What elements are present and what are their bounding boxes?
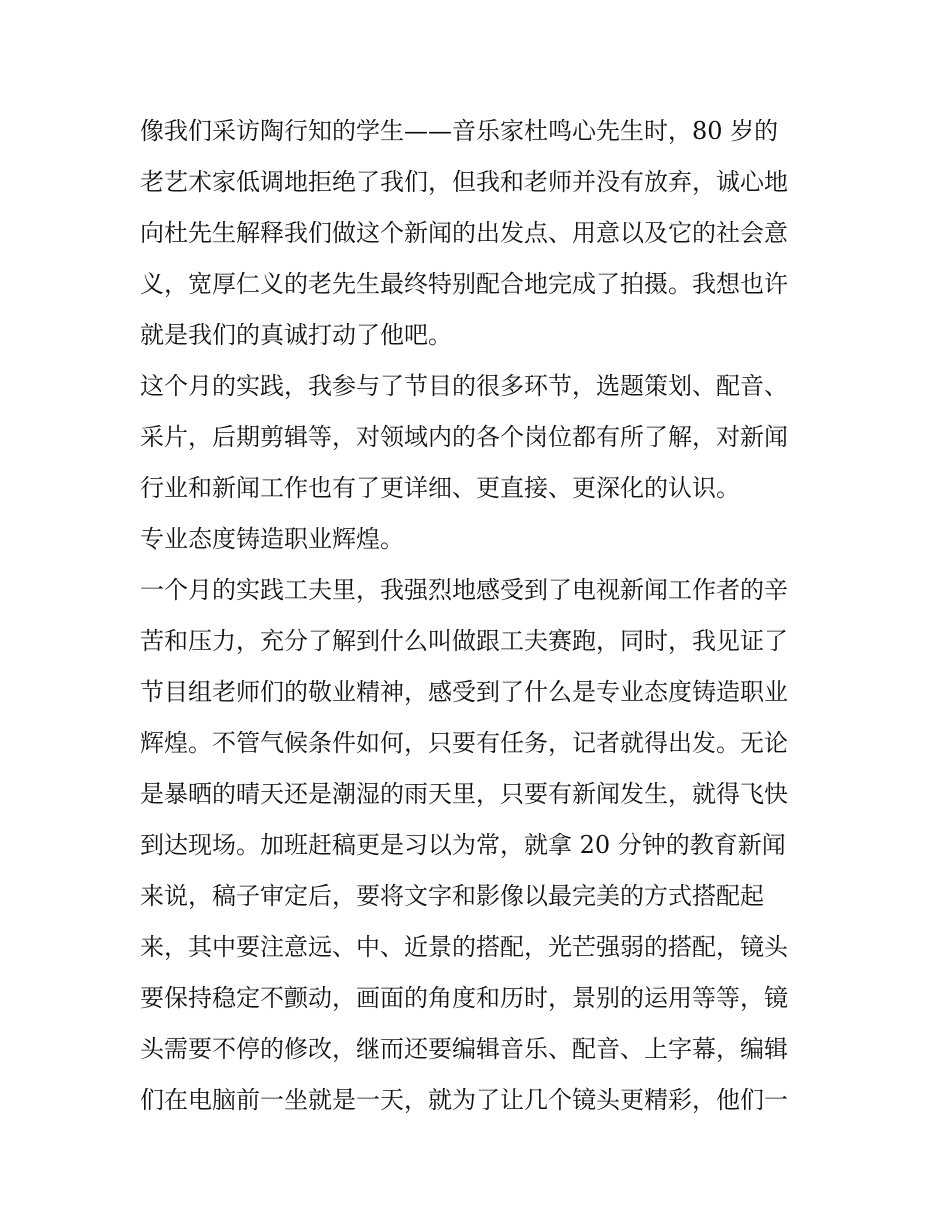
section-heading: 专业态度铸造职业辉煌。 [140,525,404,553]
text-line: 行业和新闻工作也有了更详细、更直接、更深化的认识。 [140,474,740,502]
text-line: 们在电脑前一坐就是一天，就为了让几个镜头更精彩，他们一 [140,1086,788,1114]
body-text [140,106,820,1126]
text-line: 来说，稿子审定后，要将文字和影像以最完美的方式搭配起 [140,882,764,910]
text-line: 采片，后期剪辑等，对领域内的各个岗位都有所了解，对新闻 [140,423,788,451]
text-line: 苦和压力，充分了解到什么叫做跟工夫赛跑，同时，我见证了 [140,627,788,655]
text-line: 是暴晒的晴天还是潮湿的雨天里，只要有新闻发生，就得飞快 [140,780,788,808]
text-line: 一个月的实践工夫里，我强烈地感受到了电视新闻工作者的辛 [140,576,788,604]
text-line: 到达现场。加班赶稿更是习以为常，就拿 20 分钟的教育新闻 [140,831,786,859]
text-line: 头需要不停的修改，继而还要编辑音乐、配音、上字幕，编辑 [140,1035,788,1063]
text-line: 辉煌。不管气候条件如何，只要有任务，记者就得出发。无论 [140,729,788,757]
text-line: 老艺术家低调地拒绝了我们，但我和老师并没有放弃，诚心地 [140,168,788,196]
text-line: 就是我们的真诚打动了他吧。 [140,321,452,349]
text-line: 像我们采访陶行知的学生——音乐家杜鸣心先生时，80 岁的 [140,117,779,145]
text-line: 来，其中要注意远、中、近景的搭配，光芒强弱的搭配，镜头 [140,933,788,961]
text-line: 节目组老师们的敬业精神，感受到了什么是专业态度铸造职业 [140,678,788,706]
text-line: 要保持稳定不颤动，画面的角度和历时，景别的运用等等，镜 [140,984,788,1012]
text-line: 向杜先生解释我们做这个新闻的出发点、用意以及它的社会意 [140,219,788,247]
text-line: 这个月的实践，我参与了节目的很多环节，选题策划、配音、 [140,372,788,400]
text-line: 义，宽厚仁义的老先生最终特别配合地完成了拍摄。我想也许 [140,270,788,298]
